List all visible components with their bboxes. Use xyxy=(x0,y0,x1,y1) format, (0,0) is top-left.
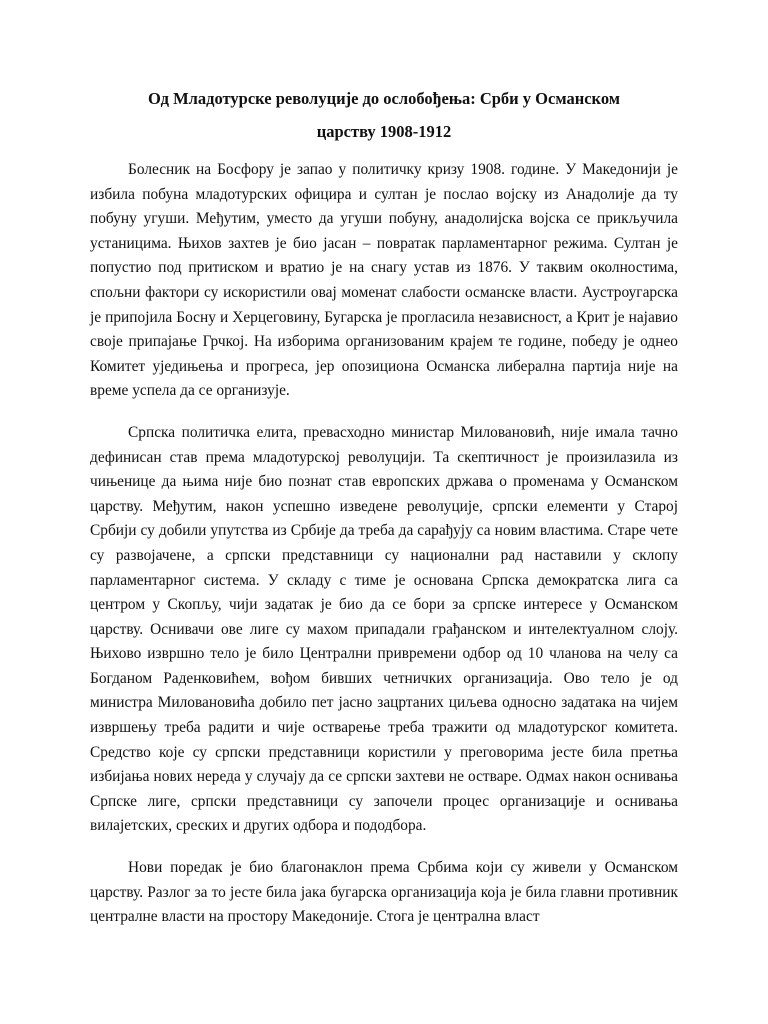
document-title-line-1: Од Младотурске револуције до ослобођења: Срби у Османском xyxy=(148,89,620,108)
paragraph-2: Српска политичка елита, превасходно министар Миловановић, није имала тачно дефинисан став према младотурској револуцији. Та скептичност је произилазила из чињенице да њима није био познат став европских држава о променама у Османском царству. Међутим, након успешно изведене револуције, српски елементи у Старој Србији су добили упутства из Србије да треба да сарађују са новим властима. Старе чете су развојачене, а српски представници су национални рад наставили у склопу парламентарног система. У складу с тиме је основана Српска демократска лига са центром у Скопљу, чији задатак је био да се бори за српске интересе у Османском царству. Оснивачи ове лиге су махом припадали грађанском и интелектуалном слоју. Њихово извршно тело је било Централни привремени одбор од 10 чланова на челу са Богданом Раденковићем, вођом бивших четничких организација. Ово тело је од министра Миловановића добило пет јасно зацртаних циљева односно задатака на чијем извршењу треба радити и чије остварење треба тражити од младотурског комитета. Средство које су српски представници користили у преговорима јесте била претња избијања нових нереда у случају да се српски захтеви не остваре. Одмах након оснивања Српске лиге, српски представници су започели процес организације и оснивања вилајетских, среских и других одбора и пододбора. xyxy=(90,423,678,835)
paragraph-1: Болесник на Босфору је запао у политичку кризу 1908. године. У Македонији је избила побуна младотурских официра и султан је послао војску из Анадолије да ту побуну угуши. Међутим, уместо да угуши побуну, анадолијска војска се прикључила устаницима. Њихов захтев је био јасан – повратак парламентарног режима. Султан је попустио под притиском и вратио је на снагу устав из 1876. У таквим околностима, спољни фактори су искористили овај моменат слабости османске власти. Аустроугарска је припојила Босну и Херцеговину, Бугарска је прогласила независност, а Крит је најавио своје припајање Грчкој. На изборима организованим крајем те године, победу је однео Комитет уједињења и прогреса, јер опозициона Османска либерална партија није на време успела да се организује. xyxy=(90,161,678,400)
document-title xyxy=(90,82,678,148)
document-title-line-2: царству 1908-1912 xyxy=(316,122,452,141)
document-page xyxy=(90,82,678,947)
paragraph-3: Нови поредак је био благонаклон према Србима који су живели у Османском царству. Разлог за то јесте била јака бугарска организација која је била главни противник централне власти на простору Македоније. Стога је централна власт xyxy=(90,859,678,926)
